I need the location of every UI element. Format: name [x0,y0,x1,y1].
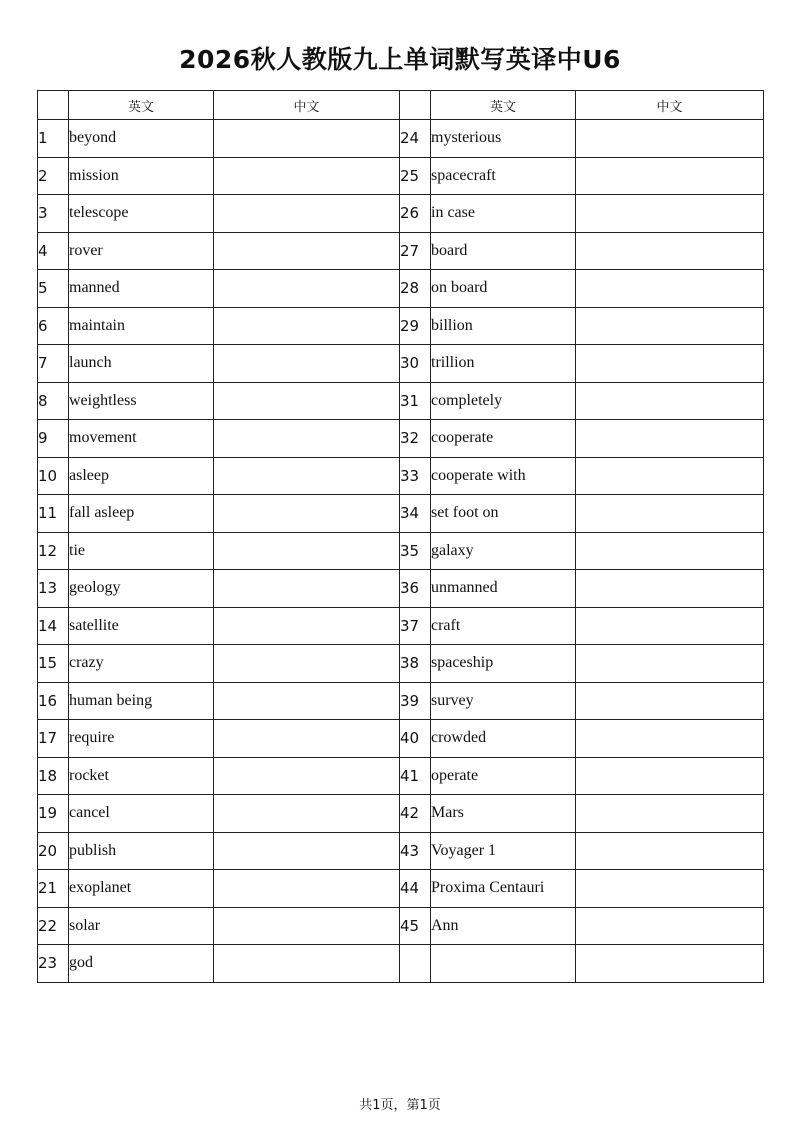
row-number-left: 18 [38,757,69,795]
english-word-right: completely [431,382,576,420]
english-word-right: Mars [431,795,576,833]
row-number-left: 12 [38,532,69,570]
english-word-left: require [69,720,214,758]
chinese-answer-cell-left[interactable] [214,195,400,233]
english-word-left: tie [69,532,214,570]
chinese-answer-cell-right[interactable] [576,795,764,833]
chinese-answer-cell-left[interactable] [214,870,400,908]
table-body [38,120,764,983]
chinese-answer-cell-left[interactable] [214,607,400,645]
english-word-right: in case [431,195,576,233]
chinese-answer-cell-left[interactable] [214,645,400,683]
table-row [38,945,764,983]
english-word-right: galaxy [431,532,576,570]
row-number-right: 29 [400,307,431,345]
table-row [38,495,764,533]
row-number-right: 25 [400,157,431,195]
chinese-answer-cell-right[interactable] [576,232,764,270]
chinese-answer-cell-left[interactable] [214,420,400,458]
table-row [38,532,764,570]
row-number-right: 40 [400,720,431,758]
header-number-cell-right [400,91,431,120]
english-word-left: movement [69,420,214,458]
english-word-left: cancel [69,795,214,833]
chinese-answer-cell-right[interactable] [576,682,764,720]
chinese-answer-cell-right[interactable] [576,532,764,570]
chinese-answer-cell-right[interactable] [576,307,764,345]
row-number-left: 6 [38,307,69,345]
english-word-right: crowded [431,720,576,758]
chinese-answer-cell-left[interactable] [214,945,400,983]
english-word-left: solar [69,907,214,945]
row-number-right: 27 [400,232,431,270]
row-number-left: 21 [38,870,69,908]
english-word-right: Proxima Centauri [431,870,576,908]
row-number-right: 45 [400,907,431,945]
row-number-right: 30 [400,345,431,383]
table-row [38,570,764,608]
header-english-right: 英文 [431,91,576,120]
chinese-answer-cell-right[interactable] [576,907,764,945]
english-word-left: maintain [69,307,214,345]
english-word-left: rocket [69,757,214,795]
chinese-answer-cell-left[interactable] [214,757,400,795]
chinese-answer-cell-right[interactable] [576,832,764,870]
header-english-left: 英文 [69,91,214,120]
english-word-right: cooperate with [431,457,576,495]
chinese-answer-cell-left[interactable] [214,570,400,608]
row-number-left: 23 [38,945,69,983]
chinese-answer-cell-right[interactable] [576,382,764,420]
table-row [38,832,764,870]
english-word-right: on board [431,270,576,308]
table-row [38,195,764,233]
table-row [38,682,764,720]
english-word-left: satellite [69,607,214,645]
english-word-right: board [431,232,576,270]
row-number-left: 22 [38,907,69,945]
english-word-right: spacecraft [431,157,576,195]
table-row [38,607,764,645]
row-number-left: 1 [38,120,69,158]
english-word-right: cooperate [431,420,576,458]
row-number-left: 7 [38,345,69,383]
page-footer: 共1页，第1页 [359,1098,441,1113]
chinese-answer-cell-right[interactable] [576,870,764,908]
english-word-right [431,945,576,983]
chinese-answer-cell-right[interactable] [576,157,764,195]
table-row [38,795,764,833]
row-number-right: 38 [400,645,431,683]
chinese-answer-cell-right[interactable] [576,607,764,645]
row-number-left: 11 [38,495,69,533]
chinese-answer-cell-left[interactable] [214,720,400,758]
english-word-left: manned [69,270,214,308]
english-word-left: launch [69,345,214,383]
chinese-answer-cell-right[interactable] [576,720,764,758]
table-row [38,645,764,683]
chinese-answer-cell-left[interactable] [214,120,400,158]
header-number-cell-left [38,91,69,120]
chinese-answer-cell-left[interactable] [214,307,400,345]
english-word-right: unmanned [431,570,576,608]
table-row [38,457,764,495]
row-number-right: 26 [400,195,431,233]
chinese-answer-cell-right[interactable] [576,570,764,608]
english-word-right: craft [431,607,576,645]
table-row [38,382,764,420]
chinese-answer-cell-right[interactable] [576,645,764,683]
header-chinese-left: 中文 [214,91,400,120]
table-row [38,870,764,908]
header-chinese-right: 中文 [576,91,764,120]
row-number-left: 14 [38,607,69,645]
row-number-left: 9 [38,420,69,458]
row-number-right: 34 [400,495,431,533]
chinese-answer-cell-left[interactable] [214,457,400,495]
row-number-left: 19 [38,795,69,833]
chinese-answer-cell-right[interactable] [576,495,764,533]
english-word-left: crazy [69,645,214,683]
chinese-answer-cell-right[interactable] [576,757,764,795]
english-word-right: trillion [431,345,576,383]
table-row [38,757,764,795]
row-number-left: 17 [38,720,69,758]
chinese-answer-cell-left[interactable] [214,682,400,720]
english-word-left: asleep [69,457,214,495]
row-number-right: 37 [400,607,431,645]
english-word-left: beyond [69,120,214,158]
english-word-left: mission [69,157,214,195]
row-number-left: 3 [38,195,69,233]
row-number-right [400,945,431,983]
chinese-answer-cell-left[interactable] [214,495,400,533]
row-number-right: 28 [400,270,431,308]
english-word-right: mysterious [431,120,576,158]
row-number-left: 5 [38,270,69,308]
english-word-left: telescope [69,195,214,233]
table-row [38,120,764,158]
table-row [38,270,764,308]
row-number-right: 43 [400,832,431,870]
table-row [38,307,764,345]
chinese-answer-cell-left[interactable] [214,795,400,833]
english-word-left: weightless [69,382,214,420]
chinese-answer-cell-left[interactable] [214,382,400,420]
row-number-right: 24 [400,120,431,158]
row-number-left: 13 [38,570,69,608]
english-word-left: fall asleep [69,495,214,533]
row-number-right: 32 [400,420,431,458]
row-number-left: 4 [38,232,69,270]
english-word-right: spaceship [431,645,576,683]
row-number-right: 33 [400,457,431,495]
row-number-left: 16 [38,682,69,720]
chinese-answer-cell-right[interactable] [576,270,764,308]
row-number-left: 8 [38,382,69,420]
chinese-answer-cell-right[interactable] [576,420,764,458]
chinese-answer-cell-left[interactable] [214,532,400,570]
english-word-right: operate [431,757,576,795]
vocabulary-table [37,90,764,983]
page-title: 2026秋人教版九上单词默写英译中U6 [179,45,621,74]
chinese-answer-cell-left[interactable] [214,270,400,308]
chinese-answer-cell-right[interactable] [576,195,764,233]
row-number-right: 35 [400,532,431,570]
chinese-answer-cell-right[interactable] [576,457,764,495]
table-row [38,907,764,945]
row-number-right: 39 [400,682,431,720]
english-word-left: publish [69,832,214,870]
table-row [38,420,764,458]
english-word-left: exoplanet [69,870,214,908]
english-word-left: geology [69,570,214,608]
chinese-answer-cell-left[interactable] [214,832,400,870]
english-word-right: billion [431,307,576,345]
row-number-left: 15 [38,645,69,683]
chinese-answer-cell-left[interactable] [214,345,400,383]
row-number-right: 41 [400,757,431,795]
chinese-answer-cell-left[interactable] [214,157,400,195]
chinese-answer-cell-left[interactable] [214,232,400,270]
table-row [38,157,764,195]
row-number-left: 2 [38,157,69,195]
english-word-left: rover [69,232,214,270]
english-word-left: human being [69,682,214,720]
english-word-right: set foot on [431,495,576,533]
chinese-answer-cell-right[interactable] [576,345,764,383]
row-number-left: 10 [38,457,69,495]
chinese-answer-cell-right[interactable] [576,945,764,983]
table-row [38,720,764,758]
table-header-row [38,91,764,120]
row-number-right: 42 [400,795,431,833]
table-row [38,232,764,270]
row-number-right: 36 [400,570,431,608]
table-row [38,345,764,383]
row-number-left: 20 [38,832,69,870]
english-word-right: survey [431,682,576,720]
chinese-answer-cell-right[interactable] [576,120,764,158]
row-number-right: 44 [400,870,431,908]
row-number-right: 31 [400,382,431,420]
chinese-answer-cell-left[interactable] [214,907,400,945]
english-word-right: Ann [431,907,576,945]
english-word-left: god [69,945,214,983]
english-word-right: Voyager 1 [431,832,576,870]
